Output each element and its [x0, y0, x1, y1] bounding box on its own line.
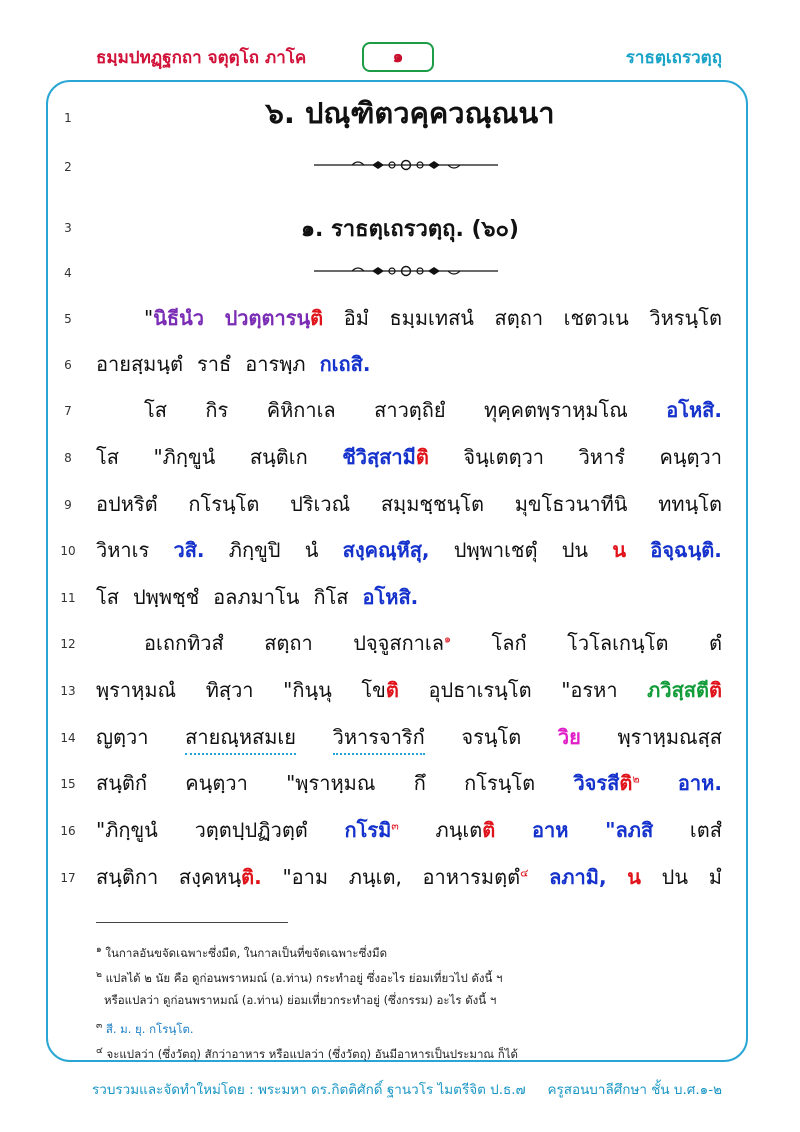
text-line-7 — [96, 392, 722, 428]
footnote-mark: ๔ — [96, 1046, 103, 1056]
footnote-mark: ๑ — [96, 945, 102, 955]
text-line-15 — [96, 765, 722, 801]
verb: ภวิสฺสตี — [647, 678, 709, 702]
footnote-3 — [96, 1018, 194, 1039]
line-number: 15 — [60, 777, 76, 791]
ornament-divider — [312, 264, 500, 278]
word: โส — [144, 398, 167, 422]
footer-course: ครูสอนบาลีศึกษา ชั้น บ.ศ.๑-๒ — [547, 1082, 722, 1098]
word: สาวตฺถิยํ — [374, 398, 446, 422]
word: อปหริตํ — [96, 492, 158, 516]
word: สมฺมชฺชนฺโต — [380, 492, 484, 516]
word: ปพฺพชฺชํ — [132, 585, 200, 609]
iti-particle: ติ — [619, 771, 633, 795]
story-title: ๑. ราธตฺเถรวตฺถุ. (๖๐) — [300, 217, 519, 242]
word: วิหาเร — [96, 538, 150, 562]
comparison-particle: วิย — [557, 725, 581, 749]
word: อิมํ — [343, 306, 369, 330]
word: วิหารํ — [578, 445, 625, 469]
verb: กโรมิ — [344, 818, 392, 842]
iti-particle: ติ — [385, 678, 399, 702]
line-number: 5 — [64, 312, 72, 326]
negation-particle: น — [627, 865, 641, 889]
word: กิร — [205, 398, 229, 422]
verb: อาห — [531, 818, 569, 842]
word: สตฺถา — [264, 631, 313, 655]
word: อุปธาเรนฺโต — [428, 678, 532, 702]
verb: สงฺคณฺหึสุ, — [342, 538, 430, 562]
word: โลกํ — [491, 631, 527, 655]
word: อเถกทิวสํ — [144, 631, 224, 655]
verb: อโหสิ. — [362, 585, 419, 609]
line-number: 2 — [64, 160, 72, 174]
iti-particle: ติ — [482, 818, 496, 842]
word: ปริเวณํ — [290, 492, 351, 516]
verb: กเถสิ. — [319, 352, 371, 376]
underlined-phrase: สายณฺหสมเย — [185, 719, 296, 755]
footnote-mark: ๒ — [96, 970, 102, 980]
word: โส — [96, 585, 119, 609]
word: ปน — [561, 538, 589, 562]
word: พฺราหฺมณํ — [96, 678, 177, 702]
footer-compiler: รวบรวมและจัดทำใหม่โดย : พระมหา ดร.กิตติศักดิ์ ฐานวโร ไมตรีจิต ป.ธ.๗ — [92, 1082, 526, 1098]
footnote-marker[interactable]: ๓ — [391, 819, 399, 833]
word: "พฺราหฺมณ — [286, 771, 376, 795]
header-story-title: ราธตฺเถรวตฺถุ — [625, 48, 722, 68]
verb: ลภามิ, — [549, 865, 607, 889]
footnote-marker[interactable]: ๑ — [444, 632, 451, 646]
iti-particle: ติ — [415, 445, 429, 469]
footnote-marker[interactable]: ๔ — [520, 866, 529, 880]
word: กิโส — [313, 585, 349, 609]
word: ปจฺจูสกาเล — [353, 631, 445, 655]
word: "กินฺนุ — [283, 678, 332, 702]
text-line-11 — [96, 579, 722, 615]
word: "อรหา — [561, 678, 618, 702]
footnote-text: สี. ม. ยุ. กโรนฺโต. — [105, 1021, 194, 1036]
line-number: 7 — [64, 404, 72, 418]
text-line-6 — [96, 346, 722, 382]
iti-particle: ติ. — [241, 865, 262, 889]
word: โข — [361, 678, 386, 702]
word: ททนฺโต — [658, 492, 722, 516]
text-line-13 — [96, 672, 722, 708]
word: มุขโธวนาทีนิ — [514, 492, 628, 516]
underlined-phrase: วิหารจาริกํ — [333, 719, 425, 755]
word: ภิกฺขูปิ — [228, 538, 281, 562]
footnote-1 — [96, 942, 387, 963]
word: ภนฺเต, — [348, 865, 402, 889]
word: คิหิกาเล — [266, 398, 336, 422]
line-number: 13 — [60, 684, 76, 698]
word: จินฺเตตฺวา — [463, 445, 545, 469]
word: อลภมาโน — [213, 585, 300, 609]
word: คนฺตฺวา — [185, 771, 248, 795]
word: คนฺตฺวา — [659, 445, 722, 469]
footnote-separator — [96, 922, 288, 923]
verb: "ลภสิ — [605, 818, 654, 842]
word: ตํ — [708, 631, 722, 655]
header-book-title: ธมฺมปทฏฺฐกถา จตุตฺโถ ภาโค — [96, 48, 307, 68]
word: มํ — [708, 865, 722, 889]
word: อายสฺมนฺตํ — [96, 352, 184, 376]
negation-particle: น — [612, 538, 627, 562]
line-number: 9 — [64, 498, 72, 512]
word: อาหารมตฺตํ — [422, 865, 521, 889]
word: อารพฺภ — [245, 352, 306, 376]
footnote-mark: ๓ — [96, 1021, 103, 1031]
word: ญตฺวา — [96, 725, 149, 749]
word: นิธีนํว — [153, 306, 204, 330]
footnote-text: จะแปลว่า (ซึ่งวัตถุ) สักว่าอาหาร หรือแปลว่า (ซึ่งวัตถุ) อันมีอาหารเป็นประมาณ ก็ได้ — [106, 1046, 518, 1061]
line-number: 17 — [60, 871, 76, 885]
line-number: 11 — [60, 591, 76, 605]
word: วิหรนฺโต — [649, 306, 722, 330]
iti-particle: ติ — [709, 678, 722, 702]
word: ปน — [661, 865, 689, 889]
text-line-12 — [96, 625, 722, 661]
line-number: 12 — [60, 637, 76, 651]
footnote-text: แปลได้ ๒ นัย คือ ดูก่อนพราหมณ์ (อ.ท่าน) กระทำอยู่ ซึ่งอะไร ย่อมเที่ยวไป ดังนี้ ฯ — [105, 970, 503, 985]
line-number: 3 — [64, 221, 72, 235]
word: กโรนฺโต — [464, 771, 536, 795]
line-number: 1 — [64, 111, 72, 125]
word: พฺราหฺมณสฺส — [617, 725, 722, 749]
footnote-text: ในกาลอันขจัดเฉพาะซึ่งมืด, ในกาลเป็นที่ขจัดเฉพาะซึ่งมืด — [105, 945, 388, 960]
word: กึ — [413, 771, 426, 795]
word: ทิสฺวา — [205, 678, 254, 702]
text-line-8 — [96, 439, 722, 475]
word: "อาม — [282, 865, 329, 889]
word: "ภิกฺขูนํ — [153, 445, 216, 469]
footnote-4 — [96, 1043, 518, 1064]
text-line-10 — [96, 532, 722, 568]
word: สนฺติกํ — [96, 771, 147, 795]
iti-particle: ติ — [310, 306, 324, 330]
verb: อิจฺฉนฺติ. — [650, 538, 722, 562]
line-number: 6 — [64, 358, 72, 372]
word: นํ — [304, 538, 319, 562]
page-number: ๑ — [362, 42, 434, 72]
verb: วสิ. — [173, 538, 205, 562]
chapter-title: ๖. ปณฺฑิตวคฺควณฺณนา — [265, 96, 555, 130]
footnote-marker[interactable]: ๒ — [632, 772, 640, 786]
word: วตฺตปฺปฏิวตฺตํ — [194, 818, 308, 842]
word: สนฺติกา — [96, 865, 159, 889]
line-number: 4 — [64, 266, 72, 280]
text-line-14 — [96, 719, 722, 755]
footnote-2 — [96, 967, 503, 988]
word: โส — [96, 445, 119, 469]
text-line-16 — [96, 812, 722, 848]
word: เตสํ — [689, 818, 722, 842]
word: สตฺถา — [494, 306, 544, 330]
line-number: 8 — [64, 451, 72, 465]
word: ภนฺเต — [435, 818, 483, 842]
word: โวโลเกนฺโต — [567, 631, 669, 655]
line-number: 10 — [60, 544, 76, 558]
quote-mark: " — [144, 306, 154, 330]
verb: อาห. — [677, 771, 722, 795]
verb: วิจรสี — [573, 771, 620, 795]
word: ปวตฺตารนฺ — [224, 306, 311, 330]
word: ธมฺมเทสนํ — [389, 306, 474, 330]
word: เชตวเน — [563, 306, 629, 330]
text-line-9 — [96, 486, 722, 522]
verb: ชีวิสฺสามี — [342, 445, 416, 469]
word: ราธํ — [197, 352, 232, 376]
verb: อโหสิ. — [666, 398, 722, 422]
line-number: 14 — [60, 731, 76, 745]
text-line-5 — [96, 300, 722, 336]
word: ทุคฺคตพฺราหฺมโณ — [484, 398, 628, 422]
word: "ภิกฺขูนํ — [96, 818, 158, 842]
ornament-divider — [312, 158, 500, 172]
word: ปพฺพาเชตุํ — [453, 538, 538, 562]
word: สงฺคหนฺ — [178, 865, 242, 889]
text-line-17 — [96, 859, 722, 895]
word: จรนฺโต — [461, 725, 522, 749]
footnote-2-cont: หรือแปลว่า ดูก่อนพราหมณ์ (อ.ท่าน) ย่อมเที่ยวกระทำอยู่ (ซึ่งกรรม) อะไร ดังนี้ ฯ — [104, 993, 497, 1007]
word: สนฺติเก — [249, 445, 308, 469]
line-number: 16 — [60, 824, 76, 838]
word: กโรนฺโต — [188, 492, 260, 516]
